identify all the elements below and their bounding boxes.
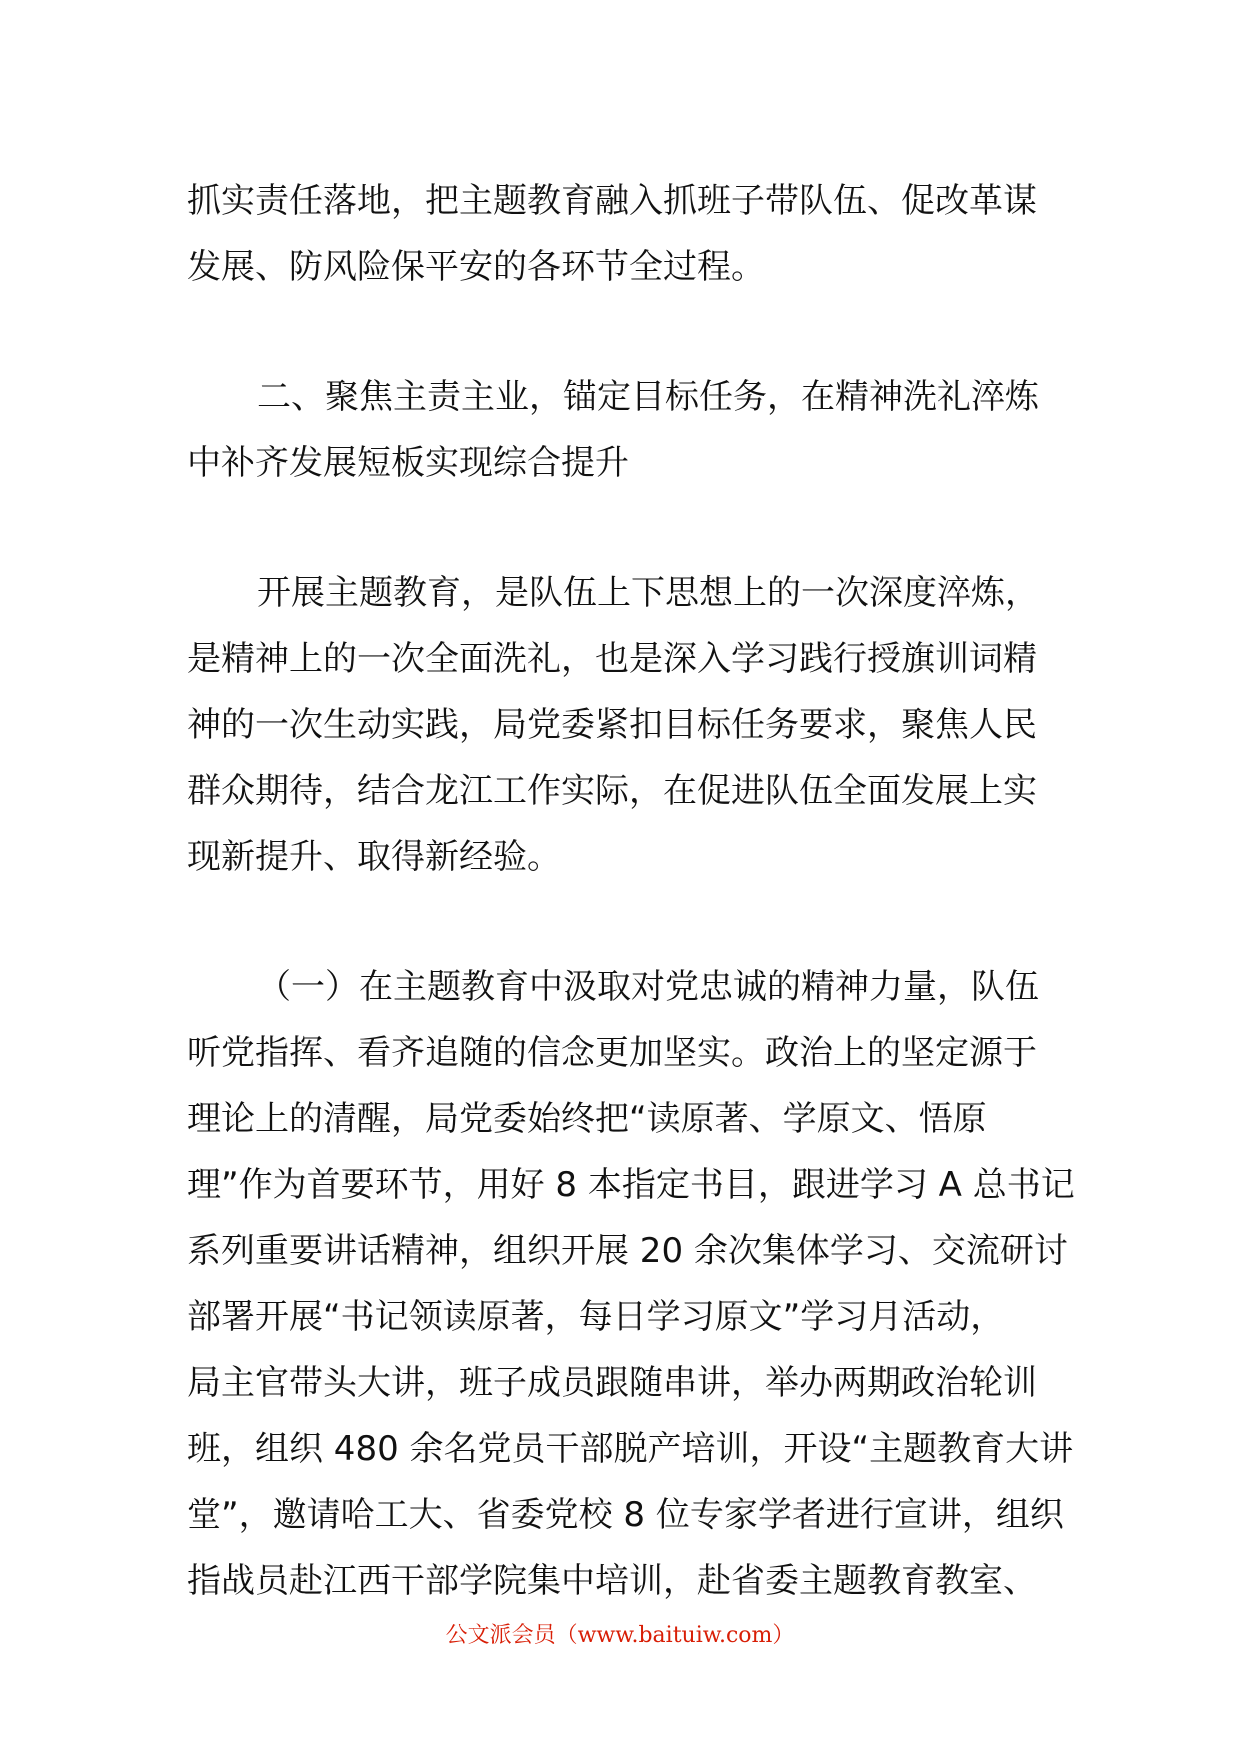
text-line: 开展主题教育，是队伍上下思想上的一次深度淬炼， xyxy=(257,573,1039,613)
heading-line: 二、聚焦主责主业，锚定目标任务，在精神洗礼淬炼 xyxy=(257,377,1039,417)
text-line: 群众期待，结合龙江工作实际，在促进队伍全面发展上实 xyxy=(187,771,1037,811)
footer-watermark: 公文派会员（www.baituiw.com） xyxy=(445,1623,795,1648)
document-body xyxy=(187,168,1075,1614)
text-line: 局主官带头大讲，班子成员跟随串讲，举办两期政治轮训 xyxy=(187,1363,1037,1403)
text-line: 抓实责任落地，把主题教育融入抓班子带队伍、促改革谋 xyxy=(187,181,1037,221)
text-line: 堂”，邀请哈工大、省委党校 8 位专家学者进行宣讲，组织 xyxy=(187,1495,1064,1535)
paragraph-sub-1 xyxy=(187,954,1075,1614)
paragraph-gap xyxy=(187,890,1049,954)
text-line: 是精神上的一次全面洗礼，也是深入学习践行授旗训词精 xyxy=(187,639,1037,679)
paragraph-gap xyxy=(187,300,1049,364)
text-line: （一）在主题教育中汲取对党忠诚的精神力量，队伍 xyxy=(257,967,1039,1007)
paragraph-intro xyxy=(187,168,1049,300)
heading-line: 中补齐发展短板实现综合提升 xyxy=(187,443,629,483)
text-line: 神的一次生动实践，局党委紧扣目标任务要求，聚焦人民 xyxy=(187,705,1037,745)
section-heading-2 xyxy=(187,364,1049,496)
paragraph-main xyxy=(187,560,1049,890)
text-line: 部署开展“书记领读原著，每日学习原文”学习月活动， xyxy=(187,1297,1005,1337)
text-line: 班，组织 480 余名党员干部脱产培训，开设“主题教育大讲 xyxy=(187,1429,1074,1469)
text-line: 听党指挥、看齐追随的信念更加坚实。政治上的坚定源于 xyxy=(187,1033,1037,1073)
text-line: 系列重要讲话精神，组织开展 20 余次集体学习、交流研讨 xyxy=(187,1231,1068,1271)
text-line: 指战员赴江西干部学院集中培训，赴省委主题教育教室、 xyxy=(187,1561,1037,1601)
text-line: 发展、防风险保平安的各环节全过程。 xyxy=(187,247,765,287)
text-line: 理论上的清醒，局党委始终把“读原著、学原文、悟原 xyxy=(187,1099,987,1139)
text-line: 现新提升、取得新经验。 xyxy=(187,837,561,877)
paragraph-gap xyxy=(187,496,1049,560)
text-line: 理”作为首要环节，用好 8 本指定书目，跟进学习 A 总书记 xyxy=(187,1165,1075,1205)
